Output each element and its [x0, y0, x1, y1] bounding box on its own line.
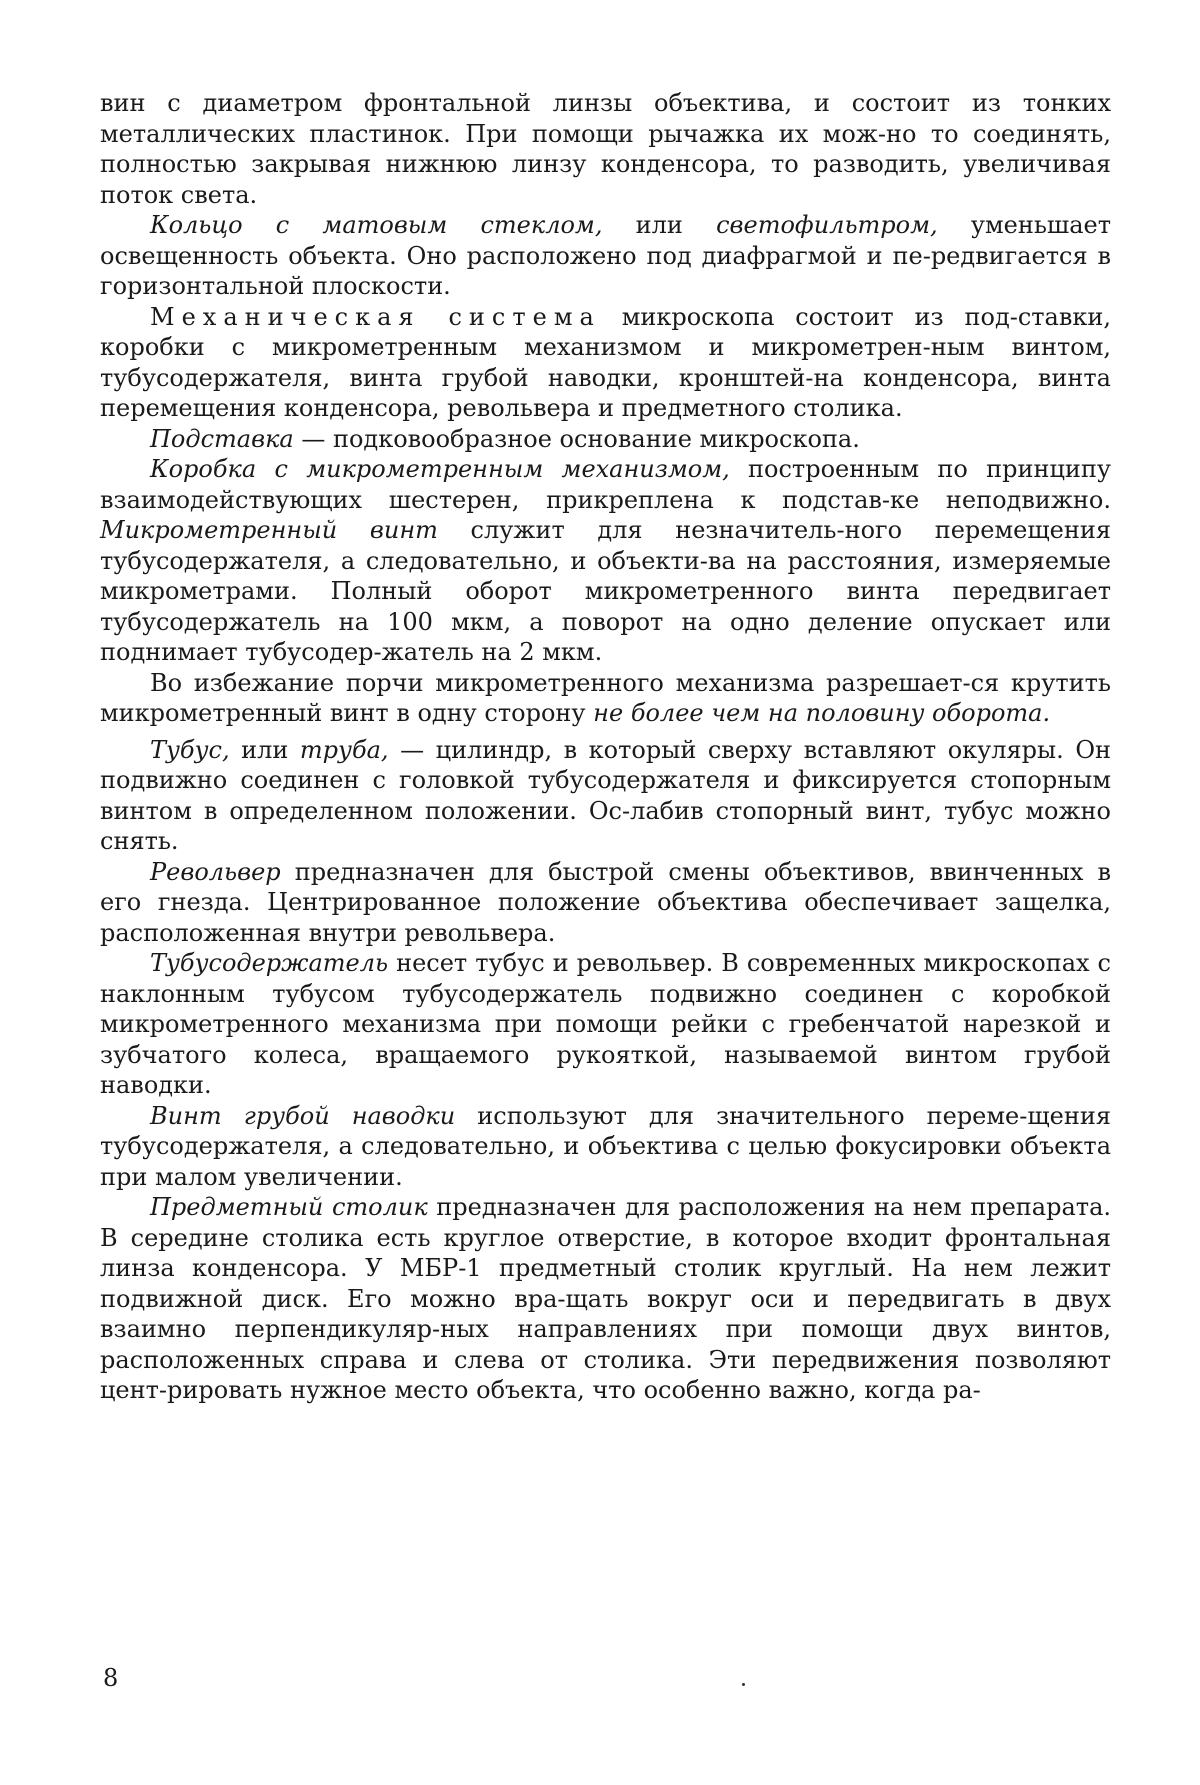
italic-term: не более чем на половину оборота. — [593, 699, 1051, 727]
italic-term: труба, — [299, 735, 389, 764]
paragraph — [100, 424, 1111, 455]
text-run: Во избежание порчи микрометренного механизма разрешает-ся крутить микрометренный винт в одну сторону — [100, 668, 1111, 727]
paragraph — [100, 88, 1111, 210]
paragraph — [100, 1192, 1111, 1406]
italic-term: Микрометренный винт — [100, 516, 438, 544]
text-run: микроскопа состоит из под-ставки, коробки с микрометренным механизмом и микрометрен-ным винтом, тубусодержателя, винта грубой наводки, кронштей-на конденсора, винта перемещения конденсора, револьвера и предметного столика. — [100, 302, 1111, 422]
text-run: служит для незначитель-ного перемещения тубусодержателя, а следовательно, и объекти-ва на расстояния, измеряемые микрометрами. Полный оборот микрометренного винта передвигает тубусодержатель на 100 мкм, а поворот на одно деление опускает или поднимает тубусодер-жатель на 2 мкм. — [100, 516, 1112, 666]
text-run: построенным по принципу взаимодействующих шестерен, прикреплена к подстав-ке неподвижно. — [100, 455, 1111, 514]
body-text — [100, 88, 1111, 1406]
italic-term: Винт грубой наводки — [150, 1101, 456, 1130]
spaced-term: Механическая система — [150, 302, 601, 331]
text-run: несет тубус и револьвер. В современных микроскопах с наклонным тубусом тубусодержатель подвижно соединен с коробкой микрометренного механизма при помощи рейки с гребенчатой нарезкой и зубчатого колеса, вращаемого рукояткой, называемой винтом грубой наводки. — [100, 949, 1111, 1099]
text-run: — подковообразное основание микроскопа. — [293, 424, 860, 453]
paragraph — [100, 1101, 1111, 1193]
italic-term: светофильтром, — [716, 211, 938, 239]
paragraph — [100, 210, 1111, 302]
text-run: вин с диаметром фронтальной линзы объектива, и состоит из тонких металлических пластинок. При помощи рычажка их мож-но то соединять, полностью закрывая нижнюю линзу конденсора, то разводить, увеличивая поток света. — [100, 89, 1111, 209]
italic-term: Тубус, — [150, 735, 230, 764]
italic-term: Коробка с микрометренным механизмом, — [150, 455, 730, 483]
paragraph — [100, 454, 1111, 668]
text-run: используют для значительного переме-щения тубусодержателя, а следовательно, и объектива с целью фокусировки объекта при малом увеличении. — [100, 1101, 1112, 1191]
italic-term: Револьвер — [150, 857, 281, 886]
page-number: 8 — [103, 1664, 119, 1692]
text-run: уменьшает освещенность объекта. Оно расположено под диафрагмой и пе-редвигается в горизонтальной плоскости. — [100, 211, 1111, 300]
paragraph — [100, 668, 1111, 729]
text-run: или — [602, 211, 717, 239]
italic-term: Тубусодержатель — [150, 949, 389, 977]
italic-term: Подставка — [150, 424, 294, 453]
paragraph — [100, 948, 1111, 1101]
paragraph — [100, 735, 1111, 857]
italic-term: Предметный столик — [150, 1193, 428, 1221]
text-run: предназначен для расположения на нем препарата. В середине столика есть круглое отверстие, в которое входит фронтальная линза конденсора. У МБР-1 предметный столик круглый. На нем лежит подвижной диск. Его можно вра-щать вокруг оси и передвигать в двух взаимно перпендикуляр-ных направлениях при помощи двух винтов, расположенных справа и слева от столика. Эти передвижения позволяют цент-рировать нужное место объекта, что особенно важно, когда ра- — [100, 1193, 1112, 1404]
paragraph — [100, 857, 1111, 949]
paragraph — [100, 302, 1111, 424]
text-run: — цилиндр, в который сверху вставляют окуляры. Он подвижно соединен с головкой тубусодержателя и фиксируется стопорным винтом в определенном положении. Ос-лабив стопорный винт, тубус можно снять. — [100, 735, 1111, 855]
text-run: предназначен для быстрой смены объективов, ввинченных в его гнезда. Центрированное положение объектива обеспечивает защелка, расположенная внутри револьвера. — [100, 857, 1111, 947]
text-run: или — [229, 735, 300, 764]
italic-term: Кольцо с матовым стеклом, — [150, 211, 603, 239]
print-speck — [742, 1683, 745, 1686]
